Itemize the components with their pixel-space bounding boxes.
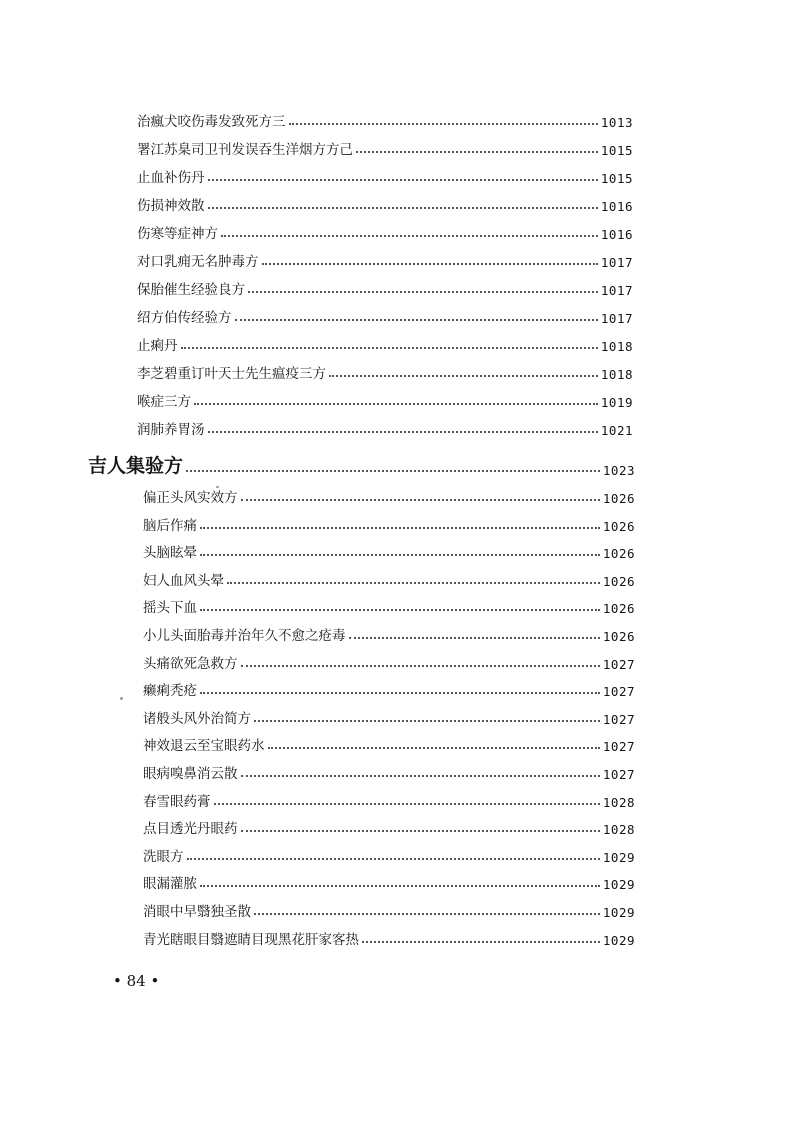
toc-entry-page: 1013 [600, 115, 633, 130]
dot-leader [200, 885, 600, 887]
toc-entry-title: 止痢丹 [137, 338, 178, 354]
dot-leader [356, 151, 598, 153]
dot-leader [262, 263, 598, 265]
toc-entry-page: 1016 [600, 199, 633, 214]
dot-leader [248, 291, 598, 293]
toc-entry [137, 164, 633, 186]
dot-leader [241, 775, 600, 777]
toc-entry-title: 保胎催生经验良方 [137, 282, 245, 298]
toc-sub-entry [143, 788, 635, 810]
toc-sub-entry [143, 650, 635, 672]
page-number: • 84 • [113, 972, 160, 990]
toc-entry-title: 对口乳痈无名肿毒方 [137, 254, 259, 270]
dot-leader [254, 720, 600, 722]
toc-entry-title: 润肺养胃汤 [137, 422, 205, 438]
dot-leader [221, 235, 598, 237]
toc-entry-title: 摇头下血 [143, 600, 197, 617]
toc-entry-page: 1023 [602, 463, 635, 478]
toc-entry-title: 绍方伯传经验方 [137, 310, 232, 326]
toc-sub-entry [143, 622, 635, 644]
toc-entry-page: 1019 [600, 395, 633, 410]
toc-entry-title: 治瘋犬咬伤毒发致死方三 [137, 114, 286, 130]
toc-entry-page: 1028 [602, 794, 635, 810]
toc-entry-page: 1027 [602, 739, 635, 755]
toc-entry [137, 304, 633, 326]
dot-leader [200, 554, 600, 556]
toc-entry-page: 1027 [602, 767, 635, 782]
toc-section-heading [88, 450, 635, 478]
toc-entry-title: 癞痢秃疮 [143, 683, 197, 700]
toc-entry-title: 头脑眩晕 [143, 545, 197, 562]
toc-sub-entry [143, 732, 635, 754]
dot-leader [227, 582, 600, 584]
toc-entry-title: 伤损神效散 [137, 198, 205, 214]
toc-sub-entry [143, 870, 635, 892]
toc-entry-title: 偏正头风实效方 [143, 490, 238, 506]
toc-entry [137, 192, 633, 214]
toc-entry-title: 春雪眼药膏 [143, 793, 211, 810]
toc-entry-title: 诸般头风外治简方 [143, 710, 251, 727]
toc-entry-page: 1026 [602, 573, 635, 589]
dot-leader [329, 375, 598, 377]
toc-entry-title: 吉人集验方 [88, 455, 184, 477]
dot-leader [194, 403, 598, 405]
dot-leader [241, 499, 600, 501]
toc-entry-page: 1017 [600, 255, 633, 270]
dot-leader [200, 527, 600, 529]
dot-leader [289, 123, 598, 125]
dot-leader [208, 431, 598, 433]
toc-entry-title: 洗眼方 [143, 848, 184, 865]
dot-leader [254, 913, 600, 915]
toc-entry-page: 1029 [602, 849, 635, 865]
toc-entry-page: 1029 [602, 932, 635, 948]
toc-entry-page: 1026 [602, 629, 635, 644]
toc-sub-entry [143, 594, 635, 616]
toc-entry [137, 276, 633, 298]
scan-speck [120, 697, 123, 700]
toc-entry [137, 220, 633, 242]
dot-leader [208, 207, 598, 209]
toc-sub-entry [143, 843, 635, 865]
toc-entry-page: 1026 [602, 491, 635, 506]
toc-sub-entry [143, 567, 635, 589]
dot-leader [208, 179, 598, 181]
toc-entry-page: 1026 [602, 518, 635, 534]
toc-entry-page: 1016 [600, 227, 633, 242]
toc-entry-title: 李芝碧重订叶天士先生瘟疫三方 [137, 366, 326, 382]
toc-entry-title: 点目透光丹眼药 [143, 821, 238, 838]
dot-leader [214, 803, 600, 805]
dot-leader [241, 665, 600, 667]
dot-leader [241, 830, 600, 832]
toc-entry-title: 头痛欲死急救方 [143, 655, 238, 672]
toc-entry-title: 眼病嗅鼻消云散 [143, 766, 238, 782]
toc-sub-entry [143, 539, 635, 561]
toc-entry [137, 108, 633, 130]
toc-entry-page: 1029 [602, 877, 635, 893]
toc-sub-entry [143, 898, 635, 920]
toc-entry-page: 1026 [602, 546, 635, 562]
toc-entry [137, 332, 633, 354]
toc-entry-title: 妇人血风头晕 [143, 572, 224, 589]
toc-sub-entry [143, 815, 635, 837]
toc-sub-entry [143, 705, 635, 727]
scan-speck [216, 486, 219, 488]
dot-leader [200, 609, 600, 611]
toc-entry-page: 1018 [600, 367, 633, 382]
dot-leader [186, 470, 600, 472]
toc-entry-page: 1027 [602, 656, 635, 672]
dot-leader [187, 858, 600, 860]
toc-entry-page: 1029 [602, 905, 635, 920]
dot-leader [362, 941, 600, 943]
toc-entry-page: 1021 [600, 423, 633, 438]
toc-entry-title: 青光瞎眼目翳遮睛目现黑花肝家客热 [143, 931, 359, 948]
toc-entry-page: 1027 [602, 684, 635, 700]
toc-entry-page: 1028 [602, 822, 635, 838]
toc-entry-page: 1018 [600, 339, 633, 354]
dot-leader [181, 347, 598, 349]
dot-leader [235, 319, 598, 321]
toc-entry-title: 伤寒等症神方 [137, 226, 218, 242]
toc-entry-page: 1027 [602, 711, 635, 727]
toc-entry-page: 1015 [600, 143, 633, 158]
toc-entry [137, 360, 633, 382]
toc-sub-entry [143, 677, 635, 699]
toc-entry [137, 416, 633, 438]
toc-entry [137, 136, 633, 158]
toc-entry [137, 388, 633, 410]
dot-leader [268, 747, 600, 749]
toc-entry-page: 1015 [600, 171, 633, 186]
toc-sub-entry [143, 760, 635, 782]
toc-entry-title: 署江苏臬司卫刊发误吞生洋烟方方己 [137, 142, 353, 158]
toc-sub-entry [143, 926, 635, 948]
dot-leader [349, 637, 600, 639]
toc-entry-title: 神效退云至宝眼药水 [143, 738, 265, 755]
toc-entry-title: 脑后作痛 [143, 517, 197, 534]
toc-entry-page: 1026 [602, 601, 635, 617]
toc-entry-page: 1017 [600, 283, 633, 298]
toc-entry-page: 1017 [600, 311, 633, 326]
toc-entry-title: 止血补伤丹 [137, 170, 205, 186]
dot-leader [200, 692, 600, 694]
toc-sub-entry [143, 512, 635, 534]
toc-entry [137, 248, 633, 270]
toc-entry-title: 喉症三方 [137, 394, 191, 410]
toc-entry-title: 消眼中早翳独圣散 [143, 904, 251, 920]
toc-entry-title: 小儿头面胎毒并治年久不愈之疮毒 [143, 628, 346, 644]
toc-entry-title: 眼漏灌脓 [143, 876, 197, 893]
